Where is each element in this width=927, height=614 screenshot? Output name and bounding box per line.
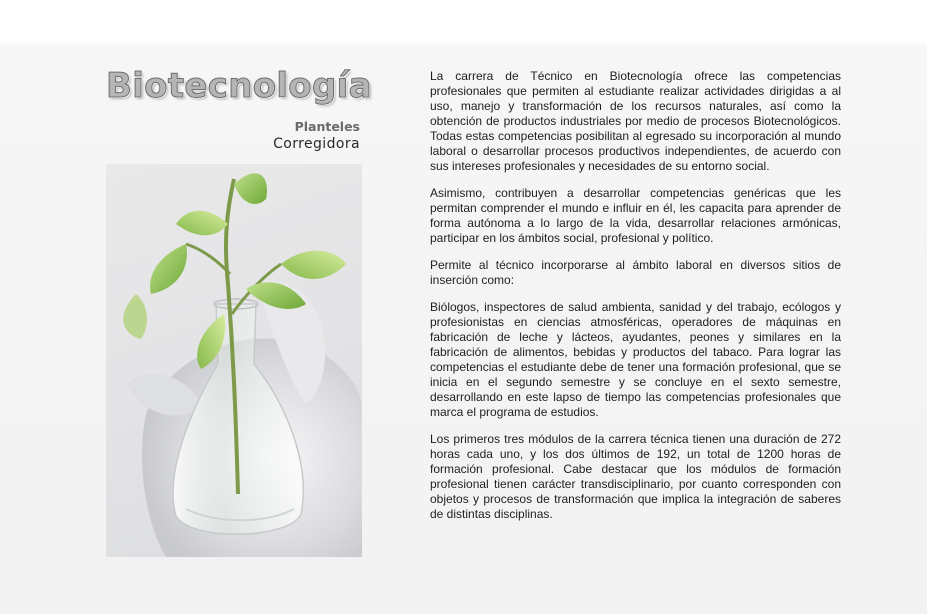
planteles-label: Planteles (294, 119, 360, 134)
page-title: Biotecnología (106, 66, 372, 106)
paragraph-modules: Los primeros tres módulos de la carrera técnica tienen una duración de 272 horas cada uno, y los dos últimos de 192, un total de 1200 horas de formación profesional. Cabe destacar que los módulos de formación profesional tienen carácter transdisciplinario, por cuanto corresponden con objetos y procesos de transformación que implica la integración de saberes de distintas disciplinas. (430, 432, 841, 521)
paragraph-intro: La carrera de Técnico en Biotecnología ofrece las competencias profesionales que permiten al estudiante realizar actividades dirigidas a al uso, manejo y transformación de los recursos naturales, así como la obtención de productos industriales por medio de procesos Biotecnológicos. Todas estas competencias posibilitan al egresado su incorporación al mundo laboral o desarrollar procesos productivos independientes, de acuerdo con sus intereses profesionales y necesidades de su entorno social. (430, 69, 841, 173)
paragraph-occupations: Biólogos, inspectores de salud ambienta, sanidad y del trabajo, ecólogos y profesionistas en ciencias atmosféricas, operadores de máquinas en fabricación de leche y lácteos, ayudantes, peones y similares en la fabricación de alimentos, bebidas y productos del tabaco. Para lograr las competencias el estudiante debe de tener una formación profesional, que se inicia en el segundo semestre y se concluye en el sexto semestre, desarrollando en este lapso de tiempo las competencias profesionales que marca el programa de estudios. (430, 300, 841, 419)
plant-flask-photo (106, 164, 362, 557)
paragraph-insertion: Permite al técnico incorporarse al ámbito laboral en diversos sitios de inserción como: (430, 258, 841, 287)
paragraph-generic-competencies: Asimismo, contribuyen a desarrollar competencias genéricas que les permitan comprender el mundo e influir en él, les capacita para aprender de forma autónoma a lo largo de la vida, desarrollar relaciones armónicas, participar en los ámbitos social, profesional y político. (430, 186, 841, 245)
campus-name: Corregidora (273, 136, 360, 152)
plant-flask-illustration (106, 164, 362, 557)
description-text (430, 69, 841, 534)
